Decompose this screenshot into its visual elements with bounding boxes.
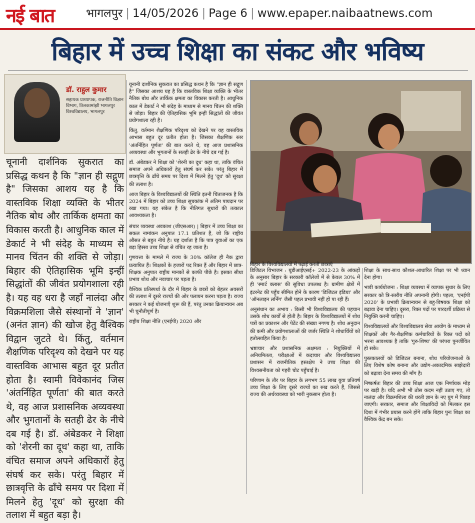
paragraph: डॉ. अंबेडकर ने शिक्षा को 'शेरनी का दूध' कहा था, ताकि वंचित समाज अपने अधिकारों हेतु संघर्ष कर सके। परंतु बिहार में छात्रवृत्ति के ढाँचे समय पर दिशा में मिलने हेतु 'दूध' को सुरक्षा की तलाश है।: [129, 160, 243, 188]
photo-caption: बिहार के विश्वविद्यालयों में पढ़ाई करतीं छात्राएँ: [250, 262, 333, 268]
pull-quote-text: चूनानी दार्शनिक सुकरात का प्रसिद्ध कथन है कि "ज्ञान ही सद्गुण है" जिसका आशय यह है कि वास्तविक शिक्षा व्यक्ति के भीतर नैतिक बोध और तार्किक क्षमता का विकास करती है। आधुनिक काल में डेकार्ट ने भी संदेह के माध्यम से मानव चिंतन की शक्ति से जोड़ा। बिहार की ऐतिहासिक भूमि इन्हीं सिद्धांतों की जीवंत प्रयोगशाला रही है। यह वह धरा है जहाँ नालंदा और विक्रमशिला जैसे संस्थानों ने 'ज्ञान' (अनंत ज्ञान) की खोज हेतु वैश्विक विद्वान जुटते थे। किंतु, वर्तमान शैक्षणिक परिदृश्य को देखने पर यह वास्तविक आभास बहुत दूर प्रतीत होता है। स्वामी विवेकानंद जिस 'अंतर्निहित पूर्णता' की बात करते थे, वह आज प्रशासनिक अव्यवस्था और भुगतानों के सतही ढेर के नीचे दब गई है। डॉ. अंबेडकर ने शिक्षा को 'शेरनी का दूध' कहा था, ताकि वंचित समाज अपने अधिकारों हेतु संघर्ष कर सके। परंतु बिहार में छात्रवृत्ति के ढाँचे समय पर दिशा में मिलने हेतु 'दूध' को सुरक्षा की तलाश में बहुत बड़ा है।: [6, 157, 124, 522]
paragraph: भ्रष्टाचार और प्रशासनिक अक्षमता : नियुक्तियों में अनियमितता, परीक्षाओं में कदाचार और विश्वविद्यालय प्रशासन में राजनीतिक हस्तक्षेप ने उच्च शिक्षा की विश्वसनीयता को गहरी चोट पहुँचाई है।: [250, 346, 360, 374]
pull-quote-column: [6, 156, 124, 522]
page-number: Page 6: [208, 6, 248, 20]
separator: |: [125, 6, 130, 20]
separator: |: [201, 6, 206, 20]
author-photo: [14, 82, 60, 142]
paragraph: शिक्षा के साथ-साथ कौशल-आधारित शिक्षा पर भी ध्यान देना होगा।: [364, 268, 470, 282]
paragraph: किंतु, वर्तमान शैक्षणिक परिदृश्य को देखने पर यह वास्तविक आभास बहुत दूर प्रतीत होता है। जिसका शैक्षणिक स्तर 'अंतर्निहित पूर्णता' की बात करते थे, वह आज प्रशासनिक अव्यवस्था और भुगतानों के सतही ढेर के नीचे दब गई है।: [129, 128, 243, 156]
edition-date: 14/05/2026: [132, 6, 199, 20]
paragraph: यूनानी दार्शनिक सुकरात का प्रसिद्ध कथन है कि "ज्ञान ही सद्गुण है" जिसका आशय यह है कि वास्तविक शिक्षा व्यक्ति के भीतर नैतिक बोध और तार्किक क्षमता का विकास करती है। आधुनिक काल में डेकार्ट ने भी संदेह के माध्यम से मानव चिंतन की शक्ति से जोड़ा। बिहार की ऐतिहासिक भूमि इन्हीं सिद्धांतों की जीवंत प्रयोगशाला रही है।: [129, 82, 243, 125]
paragraph: निष्कर्षतः बिहार की उच्च शिक्षा आज एक निर्णायक मोड़ पर खड़ी है। यदि अभी भी ठोस कदम नहीं उठाए गए, तो नालंदा और विक्रमशिला की धरती ज्ञान के नए युग में पिछड़ जाएगी। सरकार, समाज और शिक्षाविदों को मिलकर इस दिशा में गंभीर प्रयास करने होंगे ताकि बिहार पुनः शिक्षा का वैश्विक केंद्र बन सके।: [364, 380, 470, 423]
paragraph: अनुसंधान का अभाव : किसी भी विश्वविद्यालय की पहचान उसके शोध कार्यों से होती है। बिहार के विश्वविद्यालयों में शोध पत्रों का प्रकाशन और पेटेंट की संख्या नगण्य है। शोध अनुदान की कमी और प्रयोगशालाओं की जर्जर स्थिति ने शोधार्थियों को हतोत्साहित किया है।: [250, 307, 360, 342]
article-headline: बिहार में उच्च शिक्षा का संकट और भविष्य: [51, 37, 424, 66]
paragraph: परिणाम के तौर पर बिहार के लगभग 55 लाख युवा प्रतिवर्ष उच्च शिक्षा के लिए दूसरे राज्यों का रुख करते हैं, जिससे राज्य की अर्थव्यवस्था को भारी नुकसान होता है।: [250, 377, 360, 399]
headline-divider: [8, 70, 468, 71]
author-designation: सहायक प्राध्यापक, राजनीति विज्ञान विभाग, तिलकामांझी भागलपुर विश्वविद्यालय, भागलपुर: [66, 98, 124, 115]
column-divider: [362, 268, 363, 494]
students-illustration: [251, 81, 471, 263]
article-column-4: [364, 268, 470, 494]
edition-city: भागलपुर: [86, 6, 123, 20]
paragraph: आज बिहार के विश्वविद्यालयों की स्थिति इतनी चिंताजनक है कि 2024 में बिहार को उच्च शिक्षा सूचकांक में अंतिम पायदान पर रखा गया। यह संकेत है कि नीतिगत सुधारों की तत्काल आवश्यकता है।: [129, 191, 243, 220]
article-photo: [250, 80, 472, 264]
column-divider: [126, 80, 127, 494]
paragraph: विश्वविद्यालयों और विश्वविद्यालय सेवा आयोग के माध्यम से शिक्षकों और गैर-शैक्षणिक कर्मचारियों के रिक्त पदों को भरना आवश्यक है ताकि 'गुरु-शिष्य' की परंपरा पुनर्जीवित हो सके।: [364, 324, 471, 353]
paragraph: पुस्तकालयों को डिजिटल बनाना, शोध परियोजनाओं के लिए विशेष कोष बनाना और उद्योग-अकादमिक साझेदारी को बढ़ावा देना समय की माँग है।: [364, 356, 470, 377]
paragraph: राष्ट्रीय शिक्षा नीति (एनईपी) 2020 और: [129, 319, 202, 326]
paragraph: वैश्विक प्रतिस्पर्धा के दौर में बिहार के छात्रों को बेहतर अवसरों की तलाश में दूसरे राज्यों की ओर पलायन करना पड़ता है। राज्य सरकार ने कई योजनाएँ शुरू की हैं, परंतु उनका क्रियान्वयन अब भी चुनौतीपूर्ण है।: [129, 287, 243, 315]
newspaper-logo: नई बात: [6, 5, 55, 27]
paragraph: डिजिटल विभाजन : यूडीआईएसई+ 2022-23 के आंकड़ों के अनुसार बिहार के सरकारी कॉलेजों में से केवल 30% में ही 'स्मार्ट क्लास' की सुविधा उपलब्ध है। ग्रामीण क्षेत्रों में इंटरनेट की पहुँच सीमित होने के कारण 'डिजिटल इंडिया' और 'ऑनलाइन लर्निंग' जैसी पहल प्रभावी नहीं हो पा रही हैं।: [250, 268, 360, 303]
separator: |: [250, 6, 255, 20]
masthead-info: [86, 6, 433, 21]
article-column-2: [129, 82, 243, 492]
article-column-3: [250, 268, 360, 494]
author-name: डॉ. राहुल कुमार: [66, 86, 107, 94]
column-divider: [246, 80, 247, 494]
paragraph: भावी कार्ययोजना : शिक्षा व्यवस्था में व्यापक सुधार के लिए सरकार को त्रि-स्तरीय नीति अपनानी होगी। पहला, 'एनईपी 2020' के प्रभावी क्रियान्वयन से बहु-विषयक शिक्षा को बढ़ावा देना चाहिए। दूसरा, रिक्त पदों पर पारदर्शी प्रक्रिया से नियुक्ति करनी चाहिए।: [364, 285, 470, 321]
paragraph: संचार व्यवस्था अवकाश (जीएसआर) | बिहार में उच्च शिक्षा का सकल नामांकन अनुपात 17.1 प्रतिशत है, जो कि राष्ट्रीय औसत से बहुत नीचे है। यह दर्शाता है कि पात्र युवाओं का एक बड़ा हिस्सा उच्च शिक्षा से वंचित रह जाता है।: [129, 223, 243, 252]
website-link[interactable]: www.epaper.naibaatnews.com: [257, 6, 433, 20]
paragraph: गुणवत्ता के मामले में राज्य के 30% कॉलेज ही नैक द्वारा प्रत्यायित हैं। शिक्षकों के हजारों पद रिक्त हैं और बिहार में छात्र-शिक्षक अनुपात राष्ट्रीय मानकों से काफी पीछे है। इसका सीधा प्रभाव शोध और नवाचार पर पड़ता है।: [129, 255, 243, 284]
